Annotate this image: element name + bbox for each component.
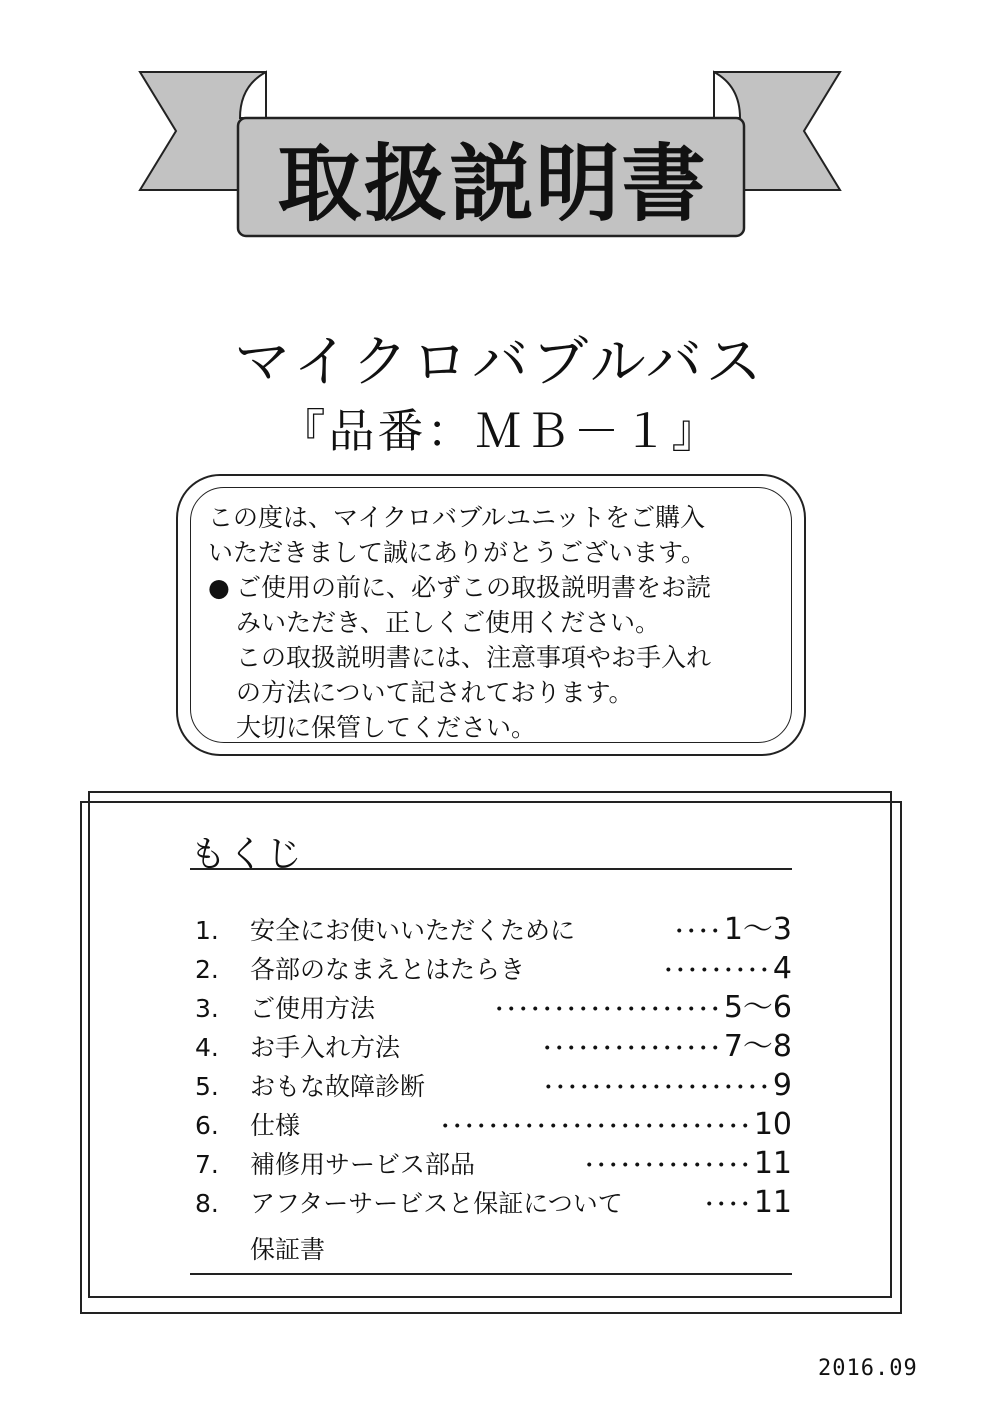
toc-title: もくじ — [190, 834, 305, 875]
toc-item-label: アフターサービスと保証について — [250, 1189, 623, 1218]
toc-item-number: 3. — [195, 994, 219, 1023]
toc-item-page: 5～6 — [723, 990, 792, 1025]
notice-line-text: ご使用の前に、必ずこの取扱説明書をお読 — [236, 573, 712, 602]
notice-line: みいただき、正しくご使用ください。 — [236, 608, 661, 637]
toc-item-number: 1. — [195, 916, 219, 945]
bullet-icon: ● — [208, 573, 230, 602]
product-name: マイクロバブルバス — [234, 330, 766, 395]
toc-item-leader: ････ — [703, 1193, 752, 1218]
toc-item[interactable] — [195, 988, 792, 1027]
notice-line: この取扱説明書には、注意事項やお手入れ — [236, 643, 712, 672]
toc-item-leader: ･･･････････････････ — [493, 998, 722, 1023]
toc-item[interactable] — [195, 910, 792, 949]
toc-list — [195, 910, 792, 1222]
toc-item-page: 10 — [753, 1107, 792, 1142]
toc-divider-top — [190, 868, 792, 870]
notice-text — [208, 500, 788, 745]
toc-item-leader: ･･････････････････････････ — [439, 1115, 752, 1140]
toc-item[interactable] — [195, 1183, 792, 1222]
toc-item-leader: ････ — [673, 920, 722, 945]
notice-line: いただきまして誠にありがとうございます。 — [208, 538, 707, 567]
toc-item-number: 2. — [195, 955, 219, 984]
toc-item[interactable] — [195, 1144, 792, 1183]
notice-line: 大切に保管してください。 — [236, 713, 537, 742]
toc-item-label: お手入れ方法 — [250, 1033, 401, 1062]
toc-item-label: ご使用方法 — [250, 994, 376, 1023]
toc-item-page: 11 — [753, 1146, 792, 1181]
toc-item-label: おもな故障診断 — [250, 1072, 426, 1101]
toc-item-label: 補修用サービス部品 — [250, 1150, 476, 1179]
toc-item-number: 7. — [195, 1150, 219, 1179]
toc-item-page: 7～8 — [723, 1029, 792, 1064]
toc-item-label: 各部のなまえとはたらき — [250, 955, 526, 984]
toc-item-number: 8. — [195, 1189, 219, 1218]
document-title: 取扱説明書 — [277, 134, 708, 233]
toc-item-number: 5. — [195, 1072, 219, 1101]
toc-item-page: 9 — [772, 1068, 792, 1103]
notice-line — [208, 570, 788, 605]
toc-item-page: 1～3 — [723, 912, 792, 947]
toc-item[interactable] — [195, 1066, 792, 1105]
toc-item-label: 安全にお使いいただくために — [250, 916, 576, 945]
toc-item-page: 11 — [753, 1185, 792, 1220]
toc-sub-item[interactable]: 保証書 — [250, 1235, 326, 1264]
toc-item[interactable] — [195, 1105, 792, 1144]
toc-item-leader: ･･･････････････････ — [542, 1076, 771, 1101]
notice-line: の方法について記されております。 — [236, 678, 634, 707]
toc-item-leader: ･･･････････････ — [541, 1037, 722, 1062]
toc-item[interactable] — [195, 949, 792, 988]
toc-divider-bottom — [190, 1273, 792, 1275]
toc-item[interactable] — [195, 1027, 792, 1066]
toc-item-label: 仕様 — [250, 1111, 301, 1140]
toc-item-number: 4. — [195, 1033, 219, 1062]
toc-item-leader: ･････････ — [662, 959, 771, 984]
toc-item-number: 6. — [195, 1111, 219, 1140]
toc-item-page: 4 — [772, 951, 792, 986]
model-number: 『品番：ＭＢ－１』 — [279, 404, 721, 458]
toc-item-leader: ･･････････････ — [583, 1154, 752, 1179]
notice-line: この度は、マイクロバブルユニットをご購入 — [208, 503, 706, 532]
publication-date: 2016.09 — [818, 1356, 918, 1381]
